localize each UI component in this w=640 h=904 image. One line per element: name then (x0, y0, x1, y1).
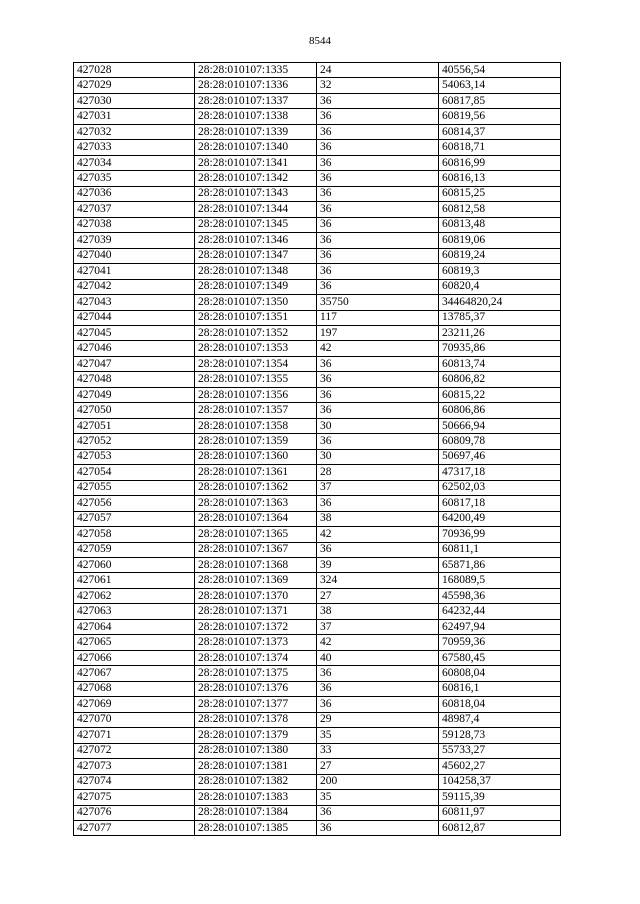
cell-value: 64232,44 (439, 604, 561, 619)
cell-cadastral-id: 28:28:010107:1339 (195, 124, 317, 139)
cell-number: 427040 (74, 248, 195, 263)
table-row (74, 295, 561, 310)
cell-value: 60813,48 (439, 217, 561, 232)
cell-value: 60811,97 (439, 805, 561, 820)
cell-number: 427059 (74, 542, 195, 557)
cell-value: 60818,04 (439, 697, 561, 712)
cell-value: 60817,85 (439, 93, 561, 108)
cell-value: 70936,99 (439, 527, 561, 542)
cell-number: 427065 (74, 635, 195, 650)
cell-cadastral-id: 28:28:010107:1340 (195, 140, 317, 155)
cell-number: 427066 (74, 650, 195, 665)
table-row (74, 279, 561, 294)
cell-cadastral-id: 28:28:010107:1344 (195, 202, 317, 217)
cell-number: 427062 (74, 588, 195, 603)
cell-value: 67580,45 (439, 650, 561, 665)
cell-cadastral-id: 28:28:010107:1367 (195, 542, 317, 557)
cell-value: 59128,73 (439, 728, 561, 743)
cell-cadastral-id: 28:28:010107:1370 (195, 588, 317, 603)
cell-number: 427054 (74, 465, 195, 480)
cell-value: 50697,46 (439, 449, 561, 464)
cell-value: 50666,94 (439, 418, 561, 433)
cell-area: 36 (317, 171, 439, 186)
cell-area: 36 (317, 820, 439, 835)
table-row (74, 712, 561, 727)
cell-area: 36 (317, 186, 439, 201)
cell-value: 13785,37 (439, 310, 561, 325)
cell-number: 427051 (74, 418, 195, 433)
cell-area: 39 (317, 558, 439, 573)
cell-number: 427042 (74, 279, 195, 294)
cell-number: 427043 (74, 295, 195, 310)
table-row (74, 434, 561, 449)
cell-area: 36 (317, 387, 439, 402)
cell-number: 427028 (74, 63, 195, 78)
table-row (74, 372, 561, 387)
cell-value: 60815,25 (439, 186, 561, 201)
cell-area: 36 (317, 155, 439, 170)
cell-cadastral-id: 28:28:010107:1357 (195, 403, 317, 418)
table-row (74, 650, 561, 665)
cell-value: 60818,71 (439, 140, 561, 155)
table-row (74, 619, 561, 634)
table-row (74, 155, 561, 170)
cell-number: 427073 (74, 759, 195, 774)
table-row (74, 93, 561, 108)
cell-number: 427035 (74, 171, 195, 186)
table-row (74, 774, 561, 789)
cell-value: 70959,36 (439, 635, 561, 650)
table-row (74, 171, 561, 186)
cell-cadastral-id: 28:28:010107:1345 (195, 217, 317, 232)
cell-number: 427047 (74, 356, 195, 371)
cell-cadastral-id: 28:28:010107:1355 (195, 372, 317, 387)
table-row (74, 109, 561, 124)
table-row (74, 264, 561, 279)
cell-cadastral-id: 28:28:010107:1360 (195, 449, 317, 464)
cell-cadastral-id: 28:28:010107:1343 (195, 186, 317, 201)
table-row (74, 63, 561, 78)
cell-value: 104258,37 (439, 774, 561, 789)
cell-cadastral-id: 28:28:010107:1336 (195, 78, 317, 93)
cell-value: 55733,27 (439, 743, 561, 758)
cell-number: 427055 (74, 480, 195, 495)
cell-area: 42 (317, 527, 439, 542)
cell-number: 427052 (74, 434, 195, 449)
cell-area: 35 (317, 728, 439, 743)
table-row (74, 325, 561, 340)
cell-area: 36 (317, 681, 439, 696)
cell-number: 427029 (74, 78, 195, 93)
cell-area: 36 (317, 542, 439, 557)
cell-value: 59115,39 (439, 790, 561, 805)
cell-number: 427032 (74, 124, 195, 139)
cell-number: 427039 (74, 233, 195, 248)
cell-area: 42 (317, 635, 439, 650)
cell-cadastral-id: 28:28:010107:1377 (195, 697, 317, 712)
cell-cadastral-id: 28:28:010107:1359 (195, 434, 317, 449)
cell-area: 36 (317, 666, 439, 681)
cell-area: 197 (317, 325, 439, 340)
table-row (74, 202, 561, 217)
cell-number: 427072 (74, 743, 195, 758)
cell-number: 427056 (74, 496, 195, 511)
cell-cadastral-id: 28:28:010107:1346 (195, 233, 317, 248)
cell-number: 427057 (74, 511, 195, 526)
cell-cadastral-id: 28:28:010107:1342 (195, 171, 317, 186)
cell-cadastral-id: 28:28:010107:1381 (195, 759, 317, 774)
cell-number: 427036 (74, 186, 195, 201)
table-row (74, 666, 561, 681)
cell-area: 36 (317, 264, 439, 279)
cell-number: 427063 (74, 604, 195, 619)
cell-area: 36 (317, 496, 439, 511)
cell-number: 427030 (74, 93, 195, 108)
cell-cadastral-id: 28:28:010107:1369 (195, 573, 317, 588)
cell-value: 65871,86 (439, 558, 561, 573)
cell-number: 427049 (74, 387, 195, 402)
cell-cadastral-id: 28:28:010107:1384 (195, 805, 317, 820)
table-row (74, 759, 561, 774)
table-row (74, 341, 561, 356)
table-row (74, 635, 561, 650)
cell-area: 32 (317, 78, 439, 93)
cell-number: 427037 (74, 202, 195, 217)
table-row (74, 728, 561, 743)
cell-number: 427045 (74, 325, 195, 340)
cell-number: 427033 (74, 140, 195, 155)
cell-number: 427044 (74, 310, 195, 325)
cell-area: 38 (317, 604, 439, 619)
cell-area: 36 (317, 124, 439, 139)
cell-cadastral-id: 28:28:010107:1347 (195, 248, 317, 263)
table-row (74, 186, 561, 201)
cell-value: 47317,18 (439, 465, 561, 480)
table-row (74, 140, 561, 155)
table-row (74, 403, 561, 418)
cell-area: 36 (317, 356, 439, 371)
cell-value: 60819,06 (439, 233, 561, 248)
table-row (74, 465, 561, 480)
cell-cadastral-id: 28:28:010107:1385 (195, 820, 317, 835)
cell-cadastral-id: 28:28:010107:1373 (195, 635, 317, 650)
cell-cadastral-id: 28:28:010107:1338 (195, 109, 317, 124)
cell-cadastral-id: 28:28:010107:1354 (195, 356, 317, 371)
cell-area: 28 (317, 465, 439, 480)
table-row (74, 604, 561, 619)
table-row (74, 805, 561, 820)
cell-cadastral-id: 28:28:010107:1351 (195, 310, 317, 325)
table-row (74, 78, 561, 93)
cell-value: 60817,18 (439, 496, 561, 511)
cell-number: 427076 (74, 805, 195, 820)
cell-area: 36 (317, 202, 439, 217)
cell-area: 36 (317, 403, 439, 418)
cell-cadastral-id: 28:28:010107:1378 (195, 712, 317, 727)
cell-number: 427038 (74, 217, 195, 232)
cell-number: 427068 (74, 681, 195, 696)
cell-number: 427053 (74, 449, 195, 464)
cell-cadastral-id: 28:28:010107:1380 (195, 743, 317, 758)
cell-value: 40556,54 (439, 63, 561, 78)
cell-area: 36 (317, 805, 439, 820)
cell-cadastral-id: 28:28:010107:1383 (195, 790, 317, 805)
cell-area: 36 (317, 279, 439, 294)
cell-cadastral-id: 28:28:010107:1371 (195, 604, 317, 619)
cell-value: 60812,87 (439, 820, 561, 835)
cell-value: 23211,26 (439, 325, 561, 340)
page-number: 8544 (309, 35, 331, 47)
cell-cadastral-id: 28:28:010107:1358 (195, 418, 317, 433)
cell-area: 37 (317, 619, 439, 634)
cell-area: 36 (317, 140, 439, 155)
table-row (74, 542, 561, 557)
table-row (74, 697, 561, 712)
cell-value: 60812,58 (439, 202, 561, 217)
cell-cadastral-id: 28:28:010107:1372 (195, 619, 317, 634)
cell-value: 60808,04 (439, 666, 561, 681)
table-row (74, 449, 561, 464)
cell-cadastral-id: 28:28:010107:1350 (195, 295, 317, 310)
cell-value: 54063,14 (439, 78, 561, 93)
cell-area: 36 (317, 697, 439, 712)
table-row (74, 573, 561, 588)
cell-area: 29 (317, 712, 439, 727)
table-row (74, 588, 561, 603)
cell-value: 45598,36 (439, 588, 561, 603)
cell-value: 60816,99 (439, 155, 561, 170)
data-table (73, 62, 561, 836)
cell-cadastral-id: 28:28:010107:1348 (195, 264, 317, 279)
cell-cadastral-id: 28:28:010107:1335 (195, 63, 317, 78)
cell-cadastral-id: 28:28:010107:1365 (195, 527, 317, 542)
cell-number: 427074 (74, 774, 195, 789)
cell-area: 27 (317, 588, 439, 603)
cell-cadastral-id: 28:28:010107:1362 (195, 480, 317, 495)
cell-value: 168089,5 (439, 573, 561, 588)
cell-value: 60813,74 (439, 356, 561, 371)
table-body (74, 63, 561, 836)
table-row (74, 681, 561, 696)
cell-area: 38 (317, 511, 439, 526)
cell-value: 60809,78 (439, 434, 561, 449)
cell-number: 427058 (74, 527, 195, 542)
cell-cadastral-id: 28:28:010107:1376 (195, 681, 317, 696)
cell-area: 37 (317, 480, 439, 495)
table-row (74, 387, 561, 402)
cell-area: 36 (317, 217, 439, 232)
table-row (74, 790, 561, 805)
cell-cadastral-id: 28:28:010107:1337 (195, 93, 317, 108)
cell-area: 40 (317, 650, 439, 665)
cell-cadastral-id: 28:28:010107:1368 (195, 558, 317, 573)
cell-value: 48987,4 (439, 712, 561, 727)
table-row (74, 124, 561, 139)
cell-area: 33 (317, 743, 439, 758)
cell-number: 427064 (74, 619, 195, 634)
table-row (74, 743, 561, 758)
cell-cadastral-id: 28:28:010107:1379 (195, 728, 317, 743)
cell-number: 427070 (74, 712, 195, 727)
cell-number: 427046 (74, 341, 195, 356)
cell-cadastral-id: 28:28:010107:1353 (195, 341, 317, 356)
cell-cadastral-id: 28:28:010107:1356 (195, 387, 317, 402)
cell-number: 427071 (74, 728, 195, 743)
cell-number: 427069 (74, 697, 195, 712)
cell-value: 60806,86 (439, 403, 561, 418)
cell-value: 64200,49 (439, 511, 561, 526)
table-row (74, 356, 561, 371)
cell-value: 34464820,24 (439, 295, 561, 310)
cell-number: 427034 (74, 155, 195, 170)
cell-cadastral-id: 28:28:010107:1375 (195, 666, 317, 681)
cell-area: 42 (317, 341, 439, 356)
cell-value: 60820,4 (439, 279, 561, 294)
cell-value: 60819,56 (439, 109, 561, 124)
cell-value: 62497,94 (439, 619, 561, 634)
cell-number: 427067 (74, 666, 195, 681)
cell-area: 36 (317, 109, 439, 124)
cell-cadastral-id: 28:28:010107:1361 (195, 465, 317, 480)
cell-cadastral-id: 28:28:010107:1341 (195, 155, 317, 170)
table-row (74, 496, 561, 511)
cell-value: 60814,37 (439, 124, 561, 139)
cell-number: 427075 (74, 790, 195, 805)
table-row (74, 310, 561, 325)
cell-value: 60819,24 (439, 248, 561, 263)
table-row (74, 418, 561, 433)
cell-cadastral-id: 28:28:010107:1382 (195, 774, 317, 789)
table-row (74, 217, 561, 232)
cell-area: 36 (317, 434, 439, 449)
cell-area: 117 (317, 310, 439, 325)
cell-value: 62502,03 (439, 480, 561, 495)
table-row (74, 511, 561, 526)
cell-number: 427061 (74, 573, 195, 588)
cell-value: 60816,13 (439, 171, 561, 186)
cell-number: 427031 (74, 109, 195, 124)
cell-area: 30 (317, 418, 439, 433)
cell-cadastral-id: 28:28:010107:1364 (195, 511, 317, 526)
cell-value: 60811,1 (439, 542, 561, 557)
cell-cadastral-id: 28:28:010107:1363 (195, 496, 317, 511)
cell-value: 45602,27 (439, 759, 561, 774)
cell-number: 427060 (74, 558, 195, 573)
cell-area: 200 (317, 774, 439, 789)
cell-cadastral-id: 28:28:010107:1352 (195, 325, 317, 340)
cell-number: 427041 (74, 264, 195, 279)
cell-area: 36 (317, 248, 439, 263)
cell-value: 60816,1 (439, 681, 561, 696)
cell-cadastral-id: 28:28:010107:1349 (195, 279, 317, 294)
cell-area: 27 (317, 759, 439, 774)
cell-value: 70935,86 (439, 341, 561, 356)
table-row (74, 820, 561, 835)
table-row (74, 558, 561, 573)
cell-value: 60815,22 (439, 387, 561, 402)
cell-number: 427077 (74, 820, 195, 835)
table-row (74, 233, 561, 248)
cell-value: 60819,3 (439, 264, 561, 279)
cell-number: 427050 (74, 403, 195, 418)
cell-area: 36 (317, 372, 439, 387)
table-row (74, 527, 561, 542)
cell-cadastral-id: 28:28:010107:1374 (195, 650, 317, 665)
cell-area: 24 (317, 63, 439, 78)
table-row (74, 248, 561, 263)
cell-number: 427048 (74, 372, 195, 387)
cell-value: 60806,82 (439, 372, 561, 387)
cell-area: 36 (317, 93, 439, 108)
table-row (74, 480, 561, 495)
cell-area: 36 (317, 233, 439, 248)
cell-area: 35 (317, 790, 439, 805)
cell-area: 30 (317, 449, 439, 464)
cell-area: 324 (317, 573, 439, 588)
cell-area: 35750 (317, 295, 439, 310)
